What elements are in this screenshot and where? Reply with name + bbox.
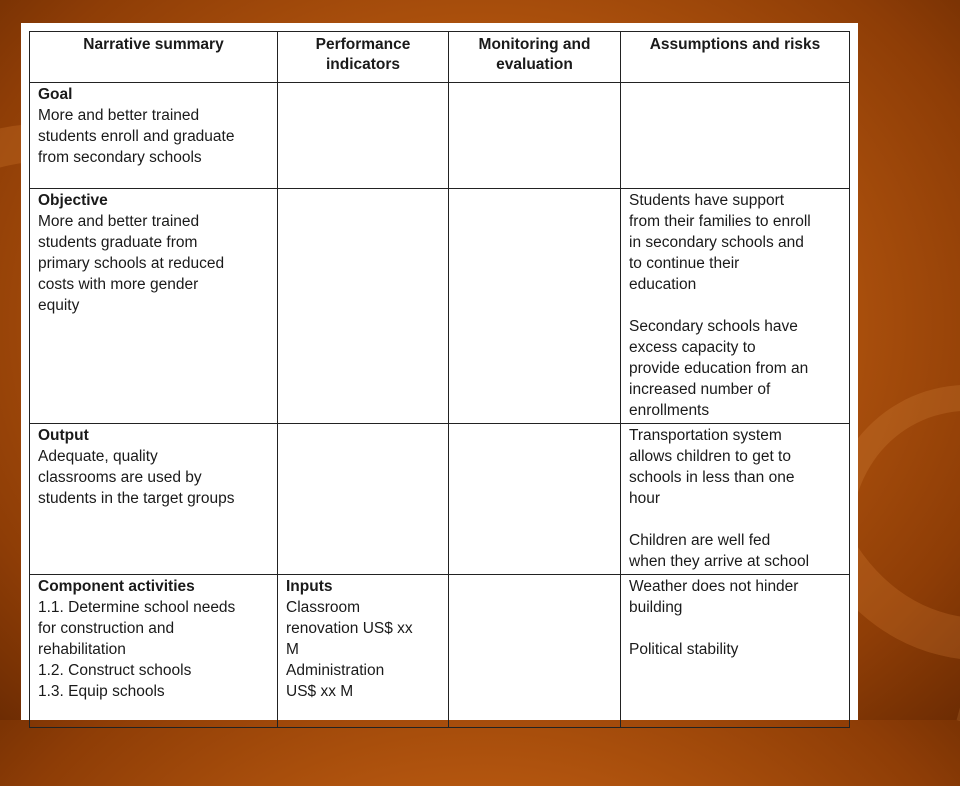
assumptions-cell	[621, 424, 850, 575]
monitoring-cell	[449, 189, 621, 424]
assumption-line: Children are well fed	[629, 532, 771, 549]
indicator-line: Administration	[286, 662, 385, 679]
monitoring-cell	[449, 424, 621, 575]
narrative-cell	[30, 575, 278, 728]
assumption-line: Students have support	[629, 192, 785, 209]
indicators-cell	[278, 575, 449, 728]
assumption-line: schools in less than one	[629, 469, 795, 486]
header-monitoring-evaluation: Monitoring and evaluation	[449, 32, 621, 83]
narrative-line: More and better trained	[38, 213, 200, 230]
table-row-component-activities	[30, 575, 850, 728]
narrative-cell	[30, 424, 278, 575]
narrative-line: students enroll and graduate	[38, 128, 235, 145]
header-performance-indicators: Performance indicators	[278, 32, 449, 83]
narrative-line: More and better trained	[38, 107, 200, 124]
assumption-line: in secondary schools and	[629, 234, 804, 251]
table-row-goal	[30, 83, 850, 189]
indicator-line: Classroom	[286, 599, 361, 616]
narrative-line: 1.2. Construct schools	[38, 662, 192, 679]
assumption-line: from their families to enroll	[629, 213, 811, 230]
indicator-line: US$ xx M	[286, 683, 354, 700]
row-title: Objective	[38, 192, 108, 209]
assumption-line: allows children to get to	[629, 448, 791, 465]
header-row	[30, 32, 850, 83]
narrative-line: for construction and	[38, 620, 175, 637]
assumption-line: to continue their	[629, 255, 740, 272]
indicator-line: M	[286, 641, 299, 658]
monitoring-cell	[449, 83, 621, 189]
assumption-line: when they arrive at school	[629, 553, 810, 570]
header-assumptions-risks: Assumptions and risks	[621, 32, 850, 83]
narrative-cell	[30, 189, 278, 424]
narrative-line: classrooms are used by	[38, 469, 202, 486]
document-page	[21, 23, 858, 720]
assumption-line: increased number of	[629, 381, 771, 398]
assumption-line: Political stability	[629, 641, 739, 658]
monitoring-cell	[449, 575, 621, 728]
row-title: Component activities	[38, 578, 195, 595]
table-row-output	[30, 424, 850, 575]
narrative-line: 1.1. Determine school needs	[38, 599, 236, 616]
row-title: Output	[38, 427, 89, 444]
narrative-line: students graduate from	[38, 234, 198, 251]
narrative-cell	[30, 83, 278, 189]
narrative-line: Adequate, quality	[38, 448, 158, 465]
narrative-line: rehabilitation	[38, 641, 126, 658]
indicator-line: renovation US$ xx	[286, 620, 413, 637]
row-title: Goal	[38, 86, 73, 103]
assumption-line: Transportation system	[629, 427, 782, 444]
assumption-line: building	[629, 599, 683, 616]
assumptions-cell	[621, 83, 850, 189]
assumption-line: hour	[629, 490, 661, 507]
indicators-cell	[278, 189, 449, 424]
assumption-line: education	[629, 276, 697, 293]
paragraph-gap	[629, 295, 843, 316]
paragraph-gap	[629, 509, 843, 530]
assumptions-cell	[621, 575, 850, 728]
narrative-line: 1.3. Equip schools	[38, 683, 165, 700]
narrative-line: costs with more gender	[38, 276, 199, 293]
paragraph-gap	[629, 618, 843, 639]
assumptions-cell	[621, 189, 850, 424]
narrative-line: equity	[38, 297, 80, 314]
narrative-line: students in the target groups	[38, 490, 235, 507]
assumption-line: Weather does not hinder	[629, 578, 799, 595]
narrative-line: primary schools at reduced	[38, 255, 225, 272]
narrative-line: from secondary schools	[38, 149, 202, 166]
indicators-cell	[278, 424, 449, 575]
logframe-table	[29, 31, 850, 728]
header-narrative-summary: Narrative summary	[30, 32, 278, 83]
assumption-line: excess capacity to	[629, 339, 756, 356]
inputs-title: Inputs	[286, 578, 333, 595]
table-row-objective	[30, 189, 850, 424]
assumption-line: provide education from an	[629, 360, 809, 377]
assumption-line: Secondary schools have	[629, 318, 798, 335]
indicators-cell	[278, 83, 449, 189]
assumption-line: enrollments	[629, 402, 710, 419]
